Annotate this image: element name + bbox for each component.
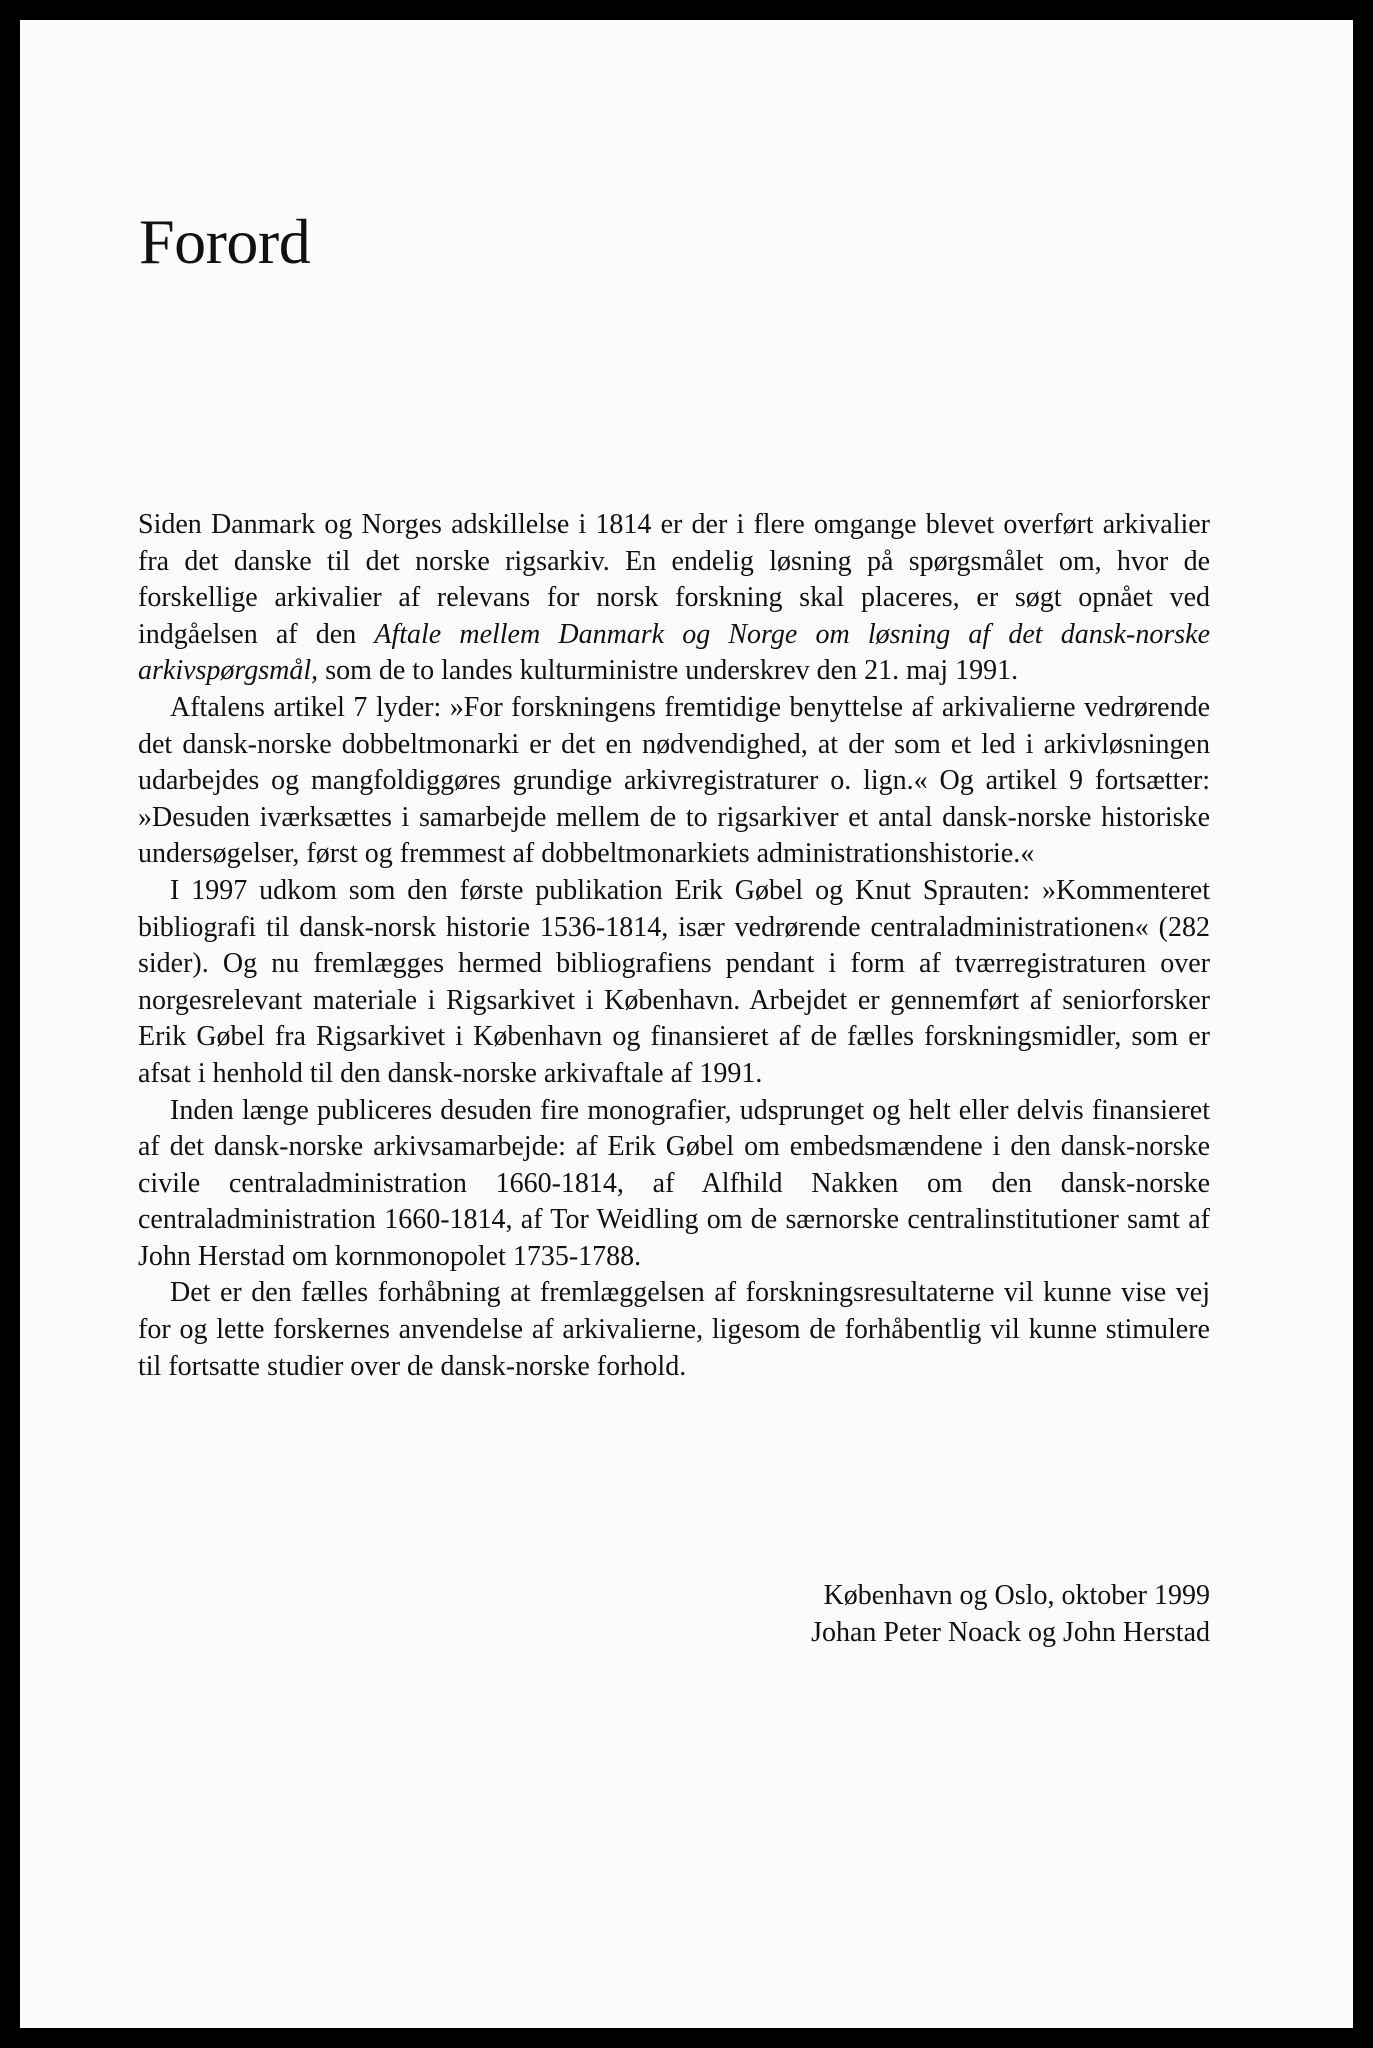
signature-place-date: København og Oslo, oktober 1999	[823, 1580, 1210, 1611]
page-title: Forord	[139, 206, 311, 277]
document-body	[138, 507, 1210, 1385]
paragraph-1	[138, 507, 1210, 690]
signature-names: Johan Peter Noack og John Herstad	[811, 1616, 1210, 1648]
signature-block	[811, 1578, 1210, 1651]
paragraph-4: Inden længe publiceres desuden fire monografier, udsprunget og helt eller delvis finansieret af det dansk-norske arkivsamarbejde: af Erik Gøbel om embedsmændene i den dansk-norske civile centraladministration 1660-1814, af Alfhild Nakken om den dansk-norske centraladministration 1660-1814, af Tor Weidling om de særnorske centralinstitutioner samt af John Herstad om kornmonopolet 1735-1788.	[138, 1094, 1210, 1272]
paragraph-1-text-end: som de to landes kulturministre underskrev den 21. maj 1991.	[318, 655, 1019, 687]
paragraph-1-italic-title: Aftale mellem Danmark og Norge om løsning af det dansk-norske arkivspørgsmål,	[138, 618, 1210, 687]
paragraph-1-text-start: Siden Danmark og Norges adskillelse i 1814 er der i flere omgange blevet overført arkivalier fra det danske til det norske rigsarkiv. En endelig løsning på spørgsmålet om, hvor de forskellige arkivalier af relevans for norsk forskning skal placeres, er søgt opnået ved indgåelsen af den	[138, 509, 1210, 650]
paragraph-2: Aftalens artikel 7 lyder: »For forskningens fremtidige benyttelse af arkivalierne vedrørende det dansk-norske dobbeltmonarki er det en nødvendighed, at der som et led i arkivløsningen udarbejdes og mangfoldiggøres grundige arkivregistraturer o. lign.« Og artikel 9 fortsætter: »Desuden iværksættes i samarbejde mellem de to rigsarkiver et antal dansk-norske historiske undersøgelser, først og fremmest af dobbeltmonarkiets administrationshistorie.«	[138, 691, 1210, 870]
paragraph-5: Det er den fælles forhåbning at fremlæggelsen af forskningsresultaterne vil kunne vise vej for og lette forskernes anvendelse af arkivalierne, ligesom de forhåbentlig vil kunne stimulere til fortsatte studier over de dansk-norske forhold.	[138, 1277, 1210, 1382]
document-page	[20, 20, 1353, 2028]
paragraph-3: I 1997 udkom som den første publikation Erik Gøbel og Knut Sprauten: »Kommenteret bibliografi til dansk-norsk historie 1536-1814, især vedrørende centraladministrationen« (282 sider). Og nu fremlægges hermed bibliografiens pendant i form af tværregistraturen over norgesrelevant materiale i Rigsarkivet i København. Arbejdet er gennemført af seniorforsker Erik Gøbel fra Rigsarkivet i København og finansieret af de fælles forskningsmidler, som er afsat i henhold til den dansk-norske arkivaftale af 1991.	[138, 874, 1210, 1089]
